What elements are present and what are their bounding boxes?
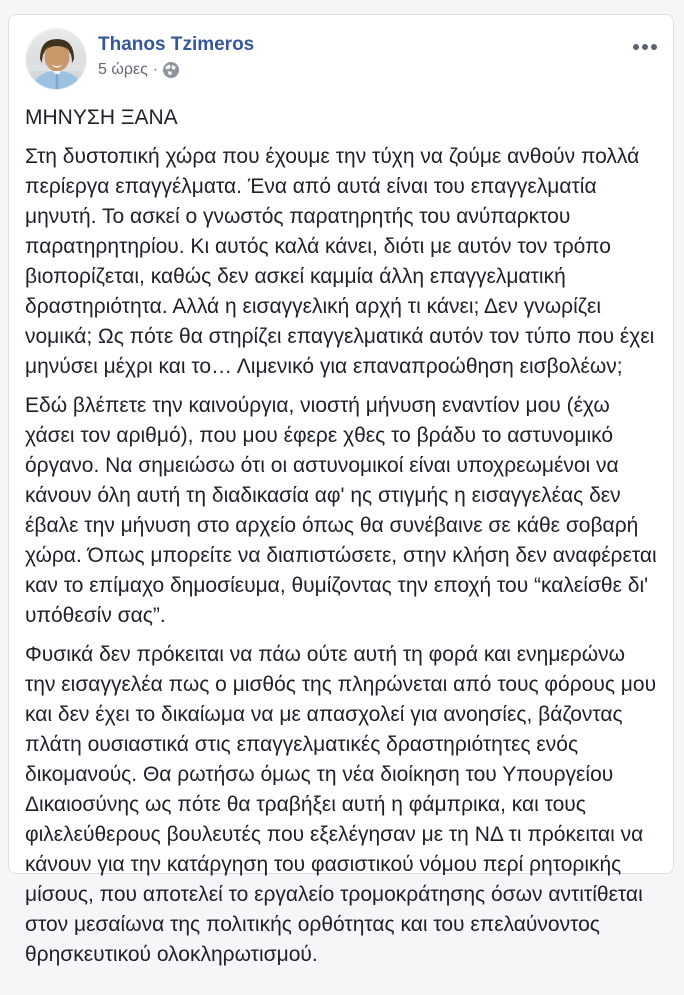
globe-public-icon [163, 62, 179, 78]
post-paragraph: Στη δυστοπική χώρα που έχουμε την τύχη να ζούμε ανθούν πολλά περίεργα επαγγέλματα. Ένα από αυτά είναι του επαγγελματία μηνυτή. Το ασκεί ο γνωστός παρατηρητής του ανύπαρκτου παρατηρητηρίου. Κι αυτός καλά κάνει, διότι με αυτόν τον τρόπο βιοπορίζεται, καθώς δεν ασκεί καμμία άλλη επαγγελματική δραστηριότητα. Αλλά η εισαγγελική αρχή τι κάνει; Δεν γνωρίζει νομικά; Ως πότε θα στηρίζει επαγγελματικά αυτόν τον τύπο που έχει μηνύσει μέχρι και το… Λιμενικό για επαναπροώθηση εισβολέων; [25, 145, 655, 378]
post-body [9, 98, 673, 995]
timestamp-link[interactable]: 5 ώρες [98, 61, 148, 78]
profile-photo-graphic [26, 29, 87, 90]
post-header-text [98, 28, 254, 80]
meta-separator: · [152, 61, 159, 78]
more-options-button[interactable] [629, 35, 661, 59]
ellipsis-dot [642, 44, 648, 50]
facebook-post-card [8, 14, 674, 966]
post-paragraph: Φυσικά δεν πρόκειται να πάω ούτε αυτή τη φορά και ενημερώνω την εισαγγελέα πως ο μισθός της πληρώνεται από τους φόρους μου και δεν έχει το δικαίωμα να με απασχολεί για ανοησίες, βάζοντας πλάτη ουσιαστικά στις επαγγελματικές δραστηριότητες ενός δικομανούς. Θα ρωτήσω όμως τη νέα διοίκηση του Υπουργείου Δικαιοσύνης ως πότε θα τραβήξει αυτή η φάμπρικα, και τους φιλελεύθερους βουλευτές που εξελέγησαν με τη ΝΔ τι πρόκειται να κάνουν για την κατάργηση του φασιστικού νόμου περί ρητορικής μίσους, που αποτελεί το εργαλείο τρομοκράτησης όσων αντιτίθεται στον μεσαίωνα της πολιτικής ορθότητας και του επελαύνοντος θρησκευτικού ολοκληρωτισμού. [25, 643, 657, 966]
post-meta-row [98, 60, 254, 80]
author-name-link[interactable]: Thanos Tzimeros [98, 34, 255, 55]
post-heading: ΜΗΝΥΣΗ ΞΑΝΑ [25, 106, 178, 129]
post-paragraph: Εδώ βλέπετε την καινούργια, νιοστή μήνυση εναντίον μου (έχω χάσει τον αριθμό), που μου έφερε χθες το βράδυ το αστυνομικό όργανο. Να σημειώσω ότι οι αστυνομικοί είναι υποχρεωμένοι να κάνουν όλη αυτή τη διαδικασία αφ' ης στιγμής η εισαγγελέας δεν έβαλε την μήνυση στο αρχείο όπως θα συνέβαινε σε κάθε σοβαρή χώρα. Όπως μπορείτε να διαπιστώσετε, στην κλήση δεν αναφέρεται καν το επίμαχο δημοσίευμα, θυμίζοντας την εποχή του “καλείσθε δι' υπόθεσίν σας”. [25, 394, 657, 627]
ellipsis-dot [633, 44, 639, 50]
ellipsis-dot [651, 44, 657, 50]
avatar[interactable] [25, 28, 87, 90]
post-header [9, 15, 673, 98]
